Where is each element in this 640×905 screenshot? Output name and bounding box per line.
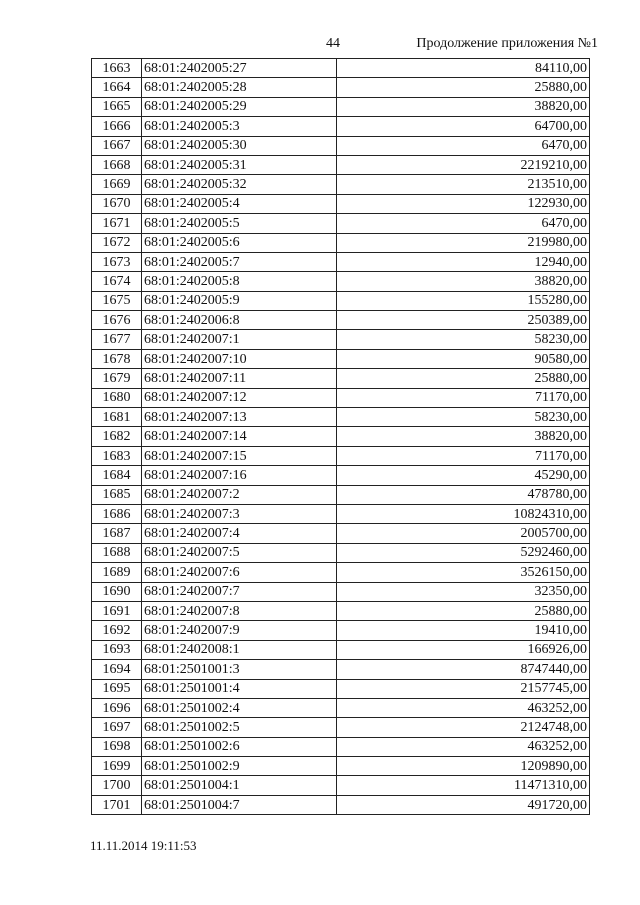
table-row: [92, 117, 590, 136]
row-number: 1663: [92, 59, 142, 78]
row-number: 1679: [92, 369, 142, 388]
table-row: [92, 698, 590, 717]
row-number: 1696: [92, 698, 142, 717]
row-number: 1674: [92, 272, 142, 291]
cadastral-number: 68:01:2402007:12: [142, 388, 337, 407]
cadastral-number: 68:01:2402007:5: [142, 543, 337, 562]
cadastral-number: 68:01:2402005:6: [142, 233, 337, 252]
table-row: [92, 601, 590, 620]
row-number: 1670: [92, 194, 142, 213]
cadastral-value: 6470,00: [337, 214, 590, 233]
cadastral-value: 155280,00: [337, 291, 590, 310]
row-number: 1686: [92, 504, 142, 523]
table-row: [92, 388, 590, 407]
table-row: [92, 466, 590, 485]
table-row: [92, 194, 590, 213]
cadastral-number: 68:01:2501002:6: [142, 737, 337, 756]
page-number: 44: [326, 36, 340, 51]
cadastral-value: 122930,00: [337, 194, 590, 213]
cadastral-number: 68:01:2402005:31: [142, 155, 337, 174]
cadastral-number: 68:01:2501001:4: [142, 679, 337, 698]
row-number: 1673: [92, 252, 142, 271]
cadastral-number: 68:01:2402005:4: [142, 194, 337, 213]
row-number: 1698: [92, 737, 142, 756]
row-number: 1690: [92, 582, 142, 601]
row-number: 1666: [92, 117, 142, 136]
table-row: [92, 679, 590, 698]
cadastral-value: 213510,00: [337, 175, 590, 194]
cadastral-value: 25880,00: [337, 369, 590, 388]
table-row: [92, 737, 590, 756]
cadastral-value: 38820,00: [337, 97, 590, 116]
cadastral-number: 68:01:2402007:3: [142, 504, 337, 523]
cadastral-number: 68:01:2501004:1: [142, 776, 337, 795]
cadastral-number: 68:01:2402006:8: [142, 311, 337, 330]
table-row: [92, 795, 590, 814]
cadastral-value: 25880,00: [337, 601, 590, 620]
table-row: [92, 427, 590, 446]
cadastral-number: 68:01:2501004:7: [142, 795, 337, 814]
table-row: [92, 524, 590, 543]
table-row: [92, 369, 590, 388]
cadastral-value: 38820,00: [337, 272, 590, 291]
table-row: [92, 543, 590, 562]
cadastral-number: 68:01:2402005:9: [142, 291, 337, 310]
cadastral-number: 68:01:2501002:4: [142, 698, 337, 717]
cadastral-value: 2157745,00: [337, 679, 590, 698]
cadastral-number: 68:01:2402005:7: [142, 252, 337, 271]
cadastral-number: 68:01:2402005:5: [142, 214, 337, 233]
cadastral-value: 2219210,00: [337, 155, 590, 174]
cadastral-value: 58230,00: [337, 408, 590, 427]
table-row: [92, 718, 590, 737]
row-number: 1681: [92, 408, 142, 427]
row-number: 1682: [92, 427, 142, 446]
cadastral-value: 166926,00: [337, 640, 590, 659]
registry-table: [91, 58, 590, 815]
row-number: 1700: [92, 776, 142, 795]
cadastral-value: 219980,00: [337, 233, 590, 252]
table-row: [92, 349, 590, 368]
cadastral-number: 68:01:2402007:1: [142, 330, 337, 349]
row-number: 1664: [92, 78, 142, 97]
cadastral-value: 6470,00: [337, 136, 590, 155]
table-row: [92, 621, 590, 640]
row-number: 1692: [92, 621, 142, 640]
row-number: 1672: [92, 233, 142, 252]
row-number: 1685: [92, 485, 142, 504]
row-number: 1677: [92, 330, 142, 349]
cadastral-value: 12940,00: [337, 252, 590, 271]
cadastral-value: 491720,00: [337, 795, 590, 814]
cadastral-value: 90580,00: [337, 349, 590, 368]
cadastral-number: 68:01:2402007:9: [142, 621, 337, 640]
table-row: [92, 272, 590, 291]
cadastral-value: 32350,00: [337, 582, 590, 601]
row-number: 1683: [92, 446, 142, 465]
table-row: [92, 311, 590, 330]
cadastral-value: 3526150,00: [337, 563, 590, 582]
table-row: [92, 175, 590, 194]
cadastral-number: 68:01:2501002:9: [142, 757, 337, 776]
row-number: 1667: [92, 136, 142, 155]
cadastral-value: 25880,00: [337, 78, 590, 97]
cadastral-number: 68:01:2402005:27: [142, 59, 337, 78]
cadastral-value: 71170,00: [337, 446, 590, 465]
cadastral-number: 68:01:2402007:6: [142, 563, 337, 582]
row-number: 1699: [92, 757, 142, 776]
cadastral-number: 68:01:2501002:5: [142, 718, 337, 737]
table-row: [92, 582, 590, 601]
row-number: 1676: [92, 311, 142, 330]
row-number: 1675: [92, 291, 142, 310]
table-row: [92, 640, 590, 659]
table-body: [92, 59, 590, 815]
row-number: 1695: [92, 679, 142, 698]
cadastral-number: 68:01:2402005:3: [142, 117, 337, 136]
table-row: [92, 233, 590, 252]
table-row: [92, 78, 590, 97]
row-number: 1669: [92, 175, 142, 194]
cadastral-value: 19410,00: [337, 621, 590, 640]
row-number: 1684: [92, 466, 142, 485]
table-row: [92, 214, 590, 233]
cadastral-value: 71170,00: [337, 388, 590, 407]
row-number: 1688: [92, 543, 142, 562]
cadastral-number: 68:01:2402008:1: [142, 640, 337, 659]
row-number: 1687: [92, 524, 142, 543]
table-row: [92, 291, 590, 310]
table-row: [92, 504, 590, 523]
table-row: [92, 446, 590, 465]
table-row: [92, 97, 590, 116]
table-row: [92, 408, 590, 427]
table-row: [92, 136, 590, 155]
cadastral-number: 68:01:2402005:8: [142, 272, 337, 291]
row-number: 1671: [92, 214, 142, 233]
cadastral-number: 68:01:2402007:8: [142, 601, 337, 620]
cadastral-value: 84110,00: [337, 59, 590, 78]
cadastral-number: 68:01:2402005:30: [142, 136, 337, 155]
cadastral-value: 11471310,00: [337, 776, 590, 795]
row-number: 1665: [92, 97, 142, 116]
cadastral-value: 38820,00: [337, 427, 590, 446]
cadastral-number: 68:01:2402007:13: [142, 408, 337, 427]
row-number: 1689: [92, 563, 142, 582]
cadastral-value: 45290,00: [337, 466, 590, 485]
appendix-title: Продолжение приложения №1: [416, 36, 598, 51]
row-number: 1678: [92, 349, 142, 368]
row-number: 1691: [92, 601, 142, 620]
cadastral-number: 68:01:2402007:15: [142, 446, 337, 465]
table-row: [92, 757, 590, 776]
cadastral-value: 1209890,00: [337, 757, 590, 776]
cadastral-value: 2124748,00: [337, 718, 590, 737]
cadastral-value: 64700,00: [337, 117, 590, 136]
cadastral-value: 463252,00: [337, 737, 590, 756]
table-row: [92, 252, 590, 271]
cadastral-number: 68:01:2402005:28: [142, 78, 337, 97]
table-row: [92, 59, 590, 78]
cadastral-value: 478780,00: [337, 485, 590, 504]
cadastral-number: 68:01:2402007:11: [142, 369, 337, 388]
table-row: [92, 330, 590, 349]
row-number: 1693: [92, 640, 142, 659]
table-row: [92, 155, 590, 174]
cadastral-number: 68:01:2402007:16: [142, 466, 337, 485]
row-number: 1694: [92, 660, 142, 679]
cadastral-value: 2005700,00: [337, 524, 590, 543]
print-timestamp: 11.11.2014 19:11:53: [90, 838, 197, 853]
table-row: [92, 563, 590, 582]
table-row: [92, 485, 590, 504]
table-row: [92, 776, 590, 795]
cadastral-value: 463252,00: [337, 698, 590, 717]
cadastral-value: 8747440,00: [337, 660, 590, 679]
cadastral-value: 58230,00: [337, 330, 590, 349]
cadastral-number: 68:01:2402007:4: [142, 524, 337, 543]
cadastral-value: 250389,00: [337, 311, 590, 330]
cadastral-number: 68:01:2402007:7: [142, 582, 337, 601]
row-number: 1701: [92, 795, 142, 814]
row-number: 1697: [92, 718, 142, 737]
cadastral-number: 68:01:2402005:29: [142, 97, 337, 116]
cadastral-number: 68:01:2402007:2: [142, 485, 337, 504]
row-number: 1680: [92, 388, 142, 407]
cadastral-value: 5292460,00: [337, 543, 590, 562]
row-number: 1668: [92, 155, 142, 174]
cadastral-number: 68:01:2402007:14: [142, 427, 337, 446]
cadastral-value: 10824310,00: [337, 504, 590, 523]
table-row: [92, 660, 590, 679]
cadastral-number: 68:01:2501001:3: [142, 660, 337, 679]
cadastral-number: 68:01:2402005:32: [142, 175, 337, 194]
cadastral-number: 68:01:2402007:10: [142, 349, 337, 368]
